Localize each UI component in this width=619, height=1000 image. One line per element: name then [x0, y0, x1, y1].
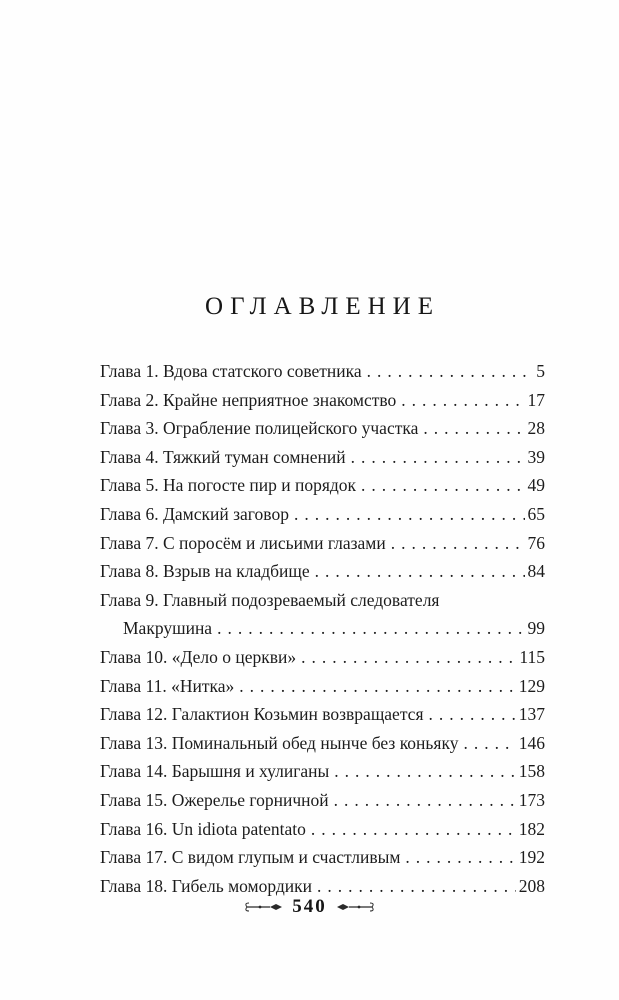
footer-ornament-left-icon: [243, 901, 283, 913]
toc-entry: [100, 471, 545, 500]
toc-content: [100, 293, 545, 900]
toc-entry: [100, 700, 545, 729]
toc-entry-label: Глава 1. Вдова статского советника: [100, 361, 362, 381]
toc-entry-label: Глава 13. Поминальный обед нынче без коньяку: [100, 732, 459, 753]
toc-entry-page: 182: [518, 818, 545, 839]
toc-entry: [100, 729, 545, 758]
toc-entry: [100, 386, 545, 415]
toc-dot-leader: [367, 357, 534, 386]
toc-dot-leader: [301, 643, 516, 672]
toc-dot-leader: [217, 614, 524, 643]
toc-dot-leader: [351, 443, 525, 472]
toc-entry-page: 115: [519, 646, 545, 667]
toc-dot-leader: [463, 729, 515, 758]
toc-entry-page: 208: [518, 875, 545, 896]
toc-entry: [100, 414, 545, 443]
toc-entry-page: 137: [518, 704, 545, 725]
page-title: ОГЛАВЛЕНИЕ: [205, 293, 440, 320]
toc-entry-page: 65: [527, 503, 545, 524]
toc-list: [100, 357, 545, 900]
toc-entry-page: 76: [527, 532, 545, 553]
toc-dot-leader: [311, 815, 516, 844]
toc-entry-label: Глава 4. Тяжкий туман сомнений: [100, 446, 346, 467]
toc-entry-label: Макрушина: [123, 618, 213, 639]
toc-entry-label: Глава 7. С поросём и лисьими глазами: [100, 532, 386, 553]
toc-entry: [100, 586, 545, 615]
footer-page-number: 540: [292, 896, 327, 917]
toc-dot-leader: [423, 414, 524, 443]
toc-entry-label: Глава 8. Взрыв на кладбище: [100, 561, 310, 582]
toc-entry: [100, 643, 545, 672]
toc-entry-page: 158: [518, 761, 545, 782]
toc-entry-page: 99: [527, 618, 545, 639]
page-footer: [0, 896, 619, 918]
toc-entry-label: Глава 15. Ожерелье горничной: [100, 789, 329, 810]
toc-dot-leader: [361, 471, 524, 500]
toc-entry-page: 5: [536, 361, 545, 381]
toc-entry-page: 39: [527, 446, 545, 467]
toc-entry-label: Глава 5. На погосте пир и порядок: [100, 475, 357, 496]
toc-entry-label: Глава 18. Гибель момордики: [100, 875, 313, 896]
footer-ornament-right-icon: [336, 901, 376, 913]
toc-entry: [100, 672, 545, 701]
toc-entry: [100, 500, 545, 529]
toc-entry-label: Глава 10. «Дело о церкви»: [100, 646, 297, 667]
toc-entry-page: 192: [518, 847, 545, 868]
toc-entry-label: Глава 11. «Нитка»: [100, 675, 235, 696]
toc-entry: [100, 529, 545, 558]
toc-entry-continuation: [100, 614, 545, 643]
toc-entry-page: 17: [527, 389, 545, 410]
toc-entry-page: 84: [527, 561, 545, 582]
toc-entry: [100, 843, 545, 872]
toc-dot-leader: [401, 386, 524, 415]
toc-entry-page: 129: [518, 675, 545, 696]
toc-entry-label: Глава 3. Ограбление полицейского участка: [100, 418, 419, 439]
toc-dot-leader: [239, 672, 516, 701]
toc-entry-label: Глава 9. Главный подозреваемый следователя: [100, 589, 440, 610]
toc-dot-leader: [391, 529, 525, 558]
toc-entry-page: 173: [518, 789, 545, 810]
toc-dot-leader: [334, 786, 516, 815]
toc-dot-leader: [315, 557, 525, 586]
toc-dot-leader: [429, 700, 516, 729]
toc-entry-label: Глава 2. Крайне неприятное знакомство: [100, 389, 397, 410]
toc-entry-label: Глава 17. С видом глупым и счастливым: [100, 847, 401, 868]
toc-entry: [100, 815, 545, 844]
toc-entry: [100, 357, 545, 386]
toc-entry: [100, 786, 545, 815]
toc-dot-leader: [294, 500, 525, 529]
toc-entry: [100, 557, 545, 586]
toc-dot-leader: [334, 757, 515, 786]
toc-entry-label: Глава 6. Дамский заговор: [100, 503, 289, 524]
toc-entry-page: 146: [518, 732, 545, 753]
toc-dot-leader: [405, 843, 515, 872]
toc-entry: [100, 443, 545, 472]
toc-entry: [100, 757, 545, 786]
toc-entry-page: 49: [527, 475, 545, 496]
toc-entry-label: Глава 16. Un idiota patentato: [100, 818, 306, 839]
toc-entry-page: 28: [527, 418, 545, 439]
toc-entry-label: Глава 12. Галактион Козьмин возвращается: [100, 704, 424, 725]
toc-entry-label: Глава 14. Барышня и хулиганы: [100, 761, 330, 782]
